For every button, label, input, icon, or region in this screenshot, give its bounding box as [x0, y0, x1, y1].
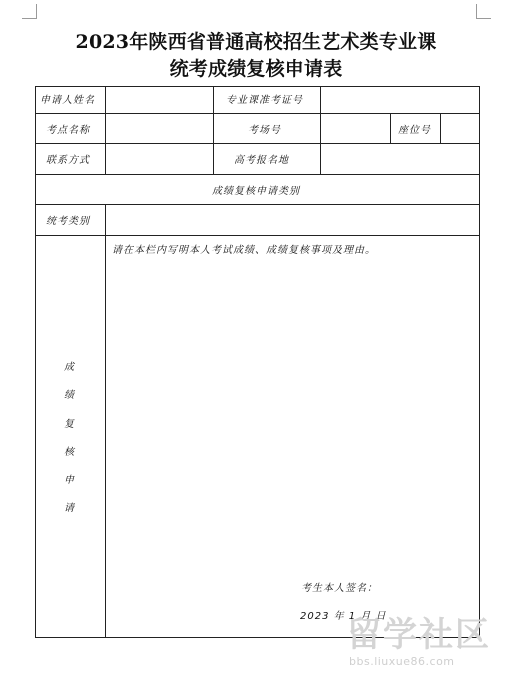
exam-number-label: 专业课准考证号	[226, 95, 303, 106]
review-section-label-char: 绩	[64, 390, 74, 401]
row-divider	[36, 113, 479, 114]
row-divider	[36, 143, 479, 144]
review-section-label-char: 申	[64, 475, 74, 486]
exam-site-label: 考点名称	[46, 125, 90, 136]
column-divider	[213, 87, 214, 174]
gaokao-site-label: 高考报名地	[234, 155, 289, 166]
review-instruction-text: 请在本栏内写明本人考试成绩、成绩复核事项及理由。	[112, 245, 376, 256]
document-title-line-1: 2023年陕西省普通高校招生艺术类专业课	[75, 31, 437, 53]
document-title-line-2: 统考成绩复核申请表	[169, 58, 343, 80]
column-divider	[320, 87, 321, 174]
row-divider	[36, 235, 479, 236]
column-divider	[105, 87, 106, 174]
applicant-name-label: 申请人姓名	[40, 95, 95, 106]
room-number-label: 考场号	[248, 125, 281, 136]
review-section-label-char: 成	[64, 362, 74, 373]
watermark-url: bbs.liuxue86.com	[349, 655, 455, 668]
review-category-header: 成绩复核申请类别	[212, 186, 300, 197]
row-divider	[36, 174, 479, 175]
review-section-label-char: 复	[64, 419, 74, 430]
page-corner-mark-top-left	[22, 4, 37, 19]
page-corner-mark-top-right	[476, 4, 491, 19]
contact-label: 联系方式	[46, 155, 90, 166]
signature-date: 2023 年 1 月 日	[300, 611, 387, 622]
watermark-brand: 留学社区	[347, 615, 491, 655]
exam-category-label: 统考类别	[46, 216, 90, 227]
column-divider	[440, 113, 441, 143]
site-watermark	[345, 615, 505, 679]
signature-label: 考生本人签名：	[301, 583, 378, 594]
review-section-label-char: 请	[64, 503, 74, 514]
application-form-table	[35, 86, 480, 638]
row-divider	[36, 204, 479, 205]
column-divider	[390, 113, 391, 143]
column-divider	[105, 204, 106, 637]
review-section-label-char: 核	[64, 447, 74, 458]
seat-number-label: 座位号	[398, 125, 431, 136]
